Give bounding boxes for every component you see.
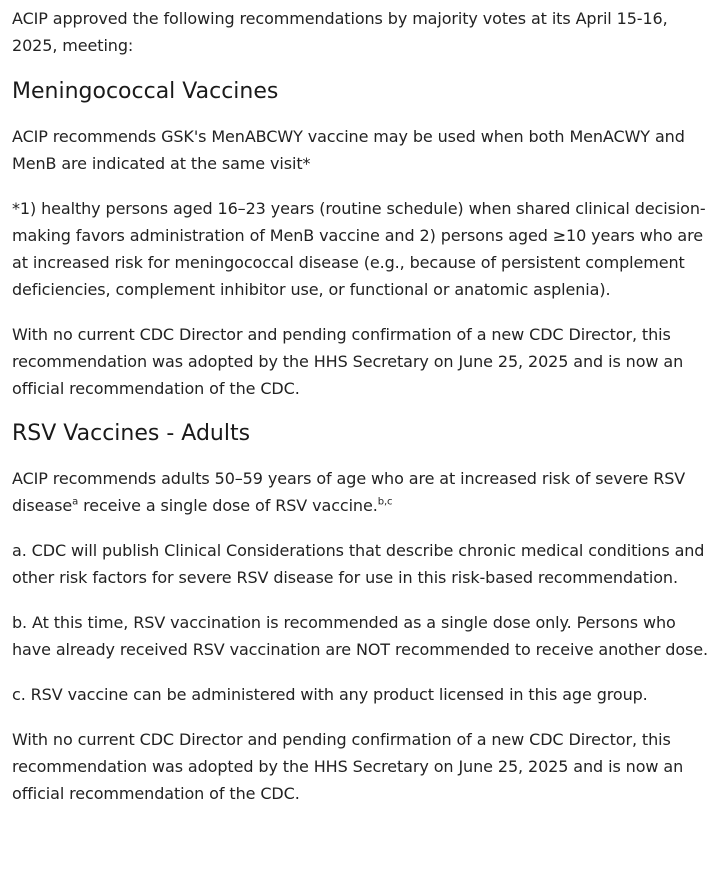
meningococcal-adoption-note: With no current CDC Director and pending confirmation of a new CDC Director, this recommendation was adopted by the HHS Secretary on June 25, 2025 and is now an official recommendation of the CDC. [12,325,684,398]
rsv-recommendation-text: ACIP recommends adults 50–59 years of age who are at increased risk of severe RSV disease [12,469,686,515]
rsv-note-a: a. CDC will publish Clinical Considerations that describe chronic medical conditions and other risk factors for severe RSV disease for use in this risk-based recommendation. [12,541,705,587]
meningococcal-footnote: *1) healthy persons aged 16–23 years (routine schedule) when shared clinical decision-making favors administration of MenB vaccine and 2) persons aged ≥10 years who are at increased risk for meningococcal disease (e.g., because of persistent complement deficiencies, complement inhibitor use, or functional or anatomic asplenia). [12,199,706,299]
intro-paragraph: ACIP approved the following recommendations by majority votes at its April 15-16, 2025, meeting: [12,9,668,55]
rsv-adoption-note: With no current CDC Director and pending confirmation of a new CDC Director, this recommendation was adopted by the HHS Secretary on June 25, 2025 and is now an official recommendation of the CDC. [12,730,684,803]
section-heading-rsv: RSV Vaccines - Adults [12,421,251,446]
rsv-recommendation [12,465,710,519]
rsv-recommendation-text-cont: receive a single dose of RSV vaccine. [78,496,378,515]
section-heading-meningococcal: Meningococcal Vaccines [12,79,279,104]
meningococcal-recommendation: ACIP recommends GSK's MenABCWY vaccine may be used when both MenACWY and MenB are indicated at the same visit* [12,127,685,173]
rsv-footnote-ref-bc: b,c [377,496,393,508]
rsv-note-c: c. RSV vaccine can be administered with any product licensed in this age group. [12,685,648,704]
rsv-footnote-ref-a: a [72,496,79,508]
rsv-note-b: b. At this time, RSV vaccination is recommended as a single dose only. Persons who have already received RSV vaccination are NOT recommended to receive another dose. [12,613,708,659]
